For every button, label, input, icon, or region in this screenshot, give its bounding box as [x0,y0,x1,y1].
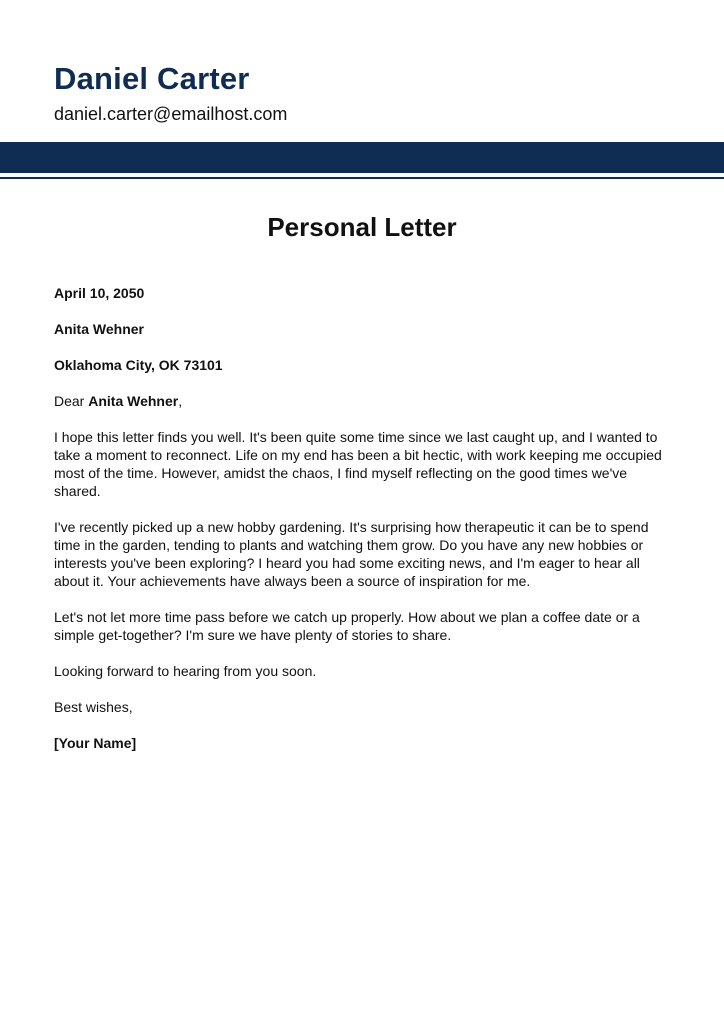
closing: Best wishes, [54,699,133,715]
letterhead [54,60,287,126]
salutation-prefix: Dear [54,393,89,409]
body-paragraph-3: Let's not let more time pass before we catch up properly. How about we plan a coffee date or a simple get-together? I'm sure we have plenty of stories to share. [54,609,640,643]
body-paragraph-4: Looking forward to hearing from you soon. [54,663,317,679]
header-rule [0,177,724,179]
recipient-name: Anita Wehner [54,321,144,337]
letter-body [54,284,674,770]
body-paragraph-2: I've recently picked up a new hobby gardening. It's surprising how therapeutic it can be to spend time in the garden, tending to plants and watching them grow. Do you have any new hobbies or interests you've been exploring? I heard you had some exciting news, and I'm eager to hear all about it. Your achievements have always been a source of inspiration for me. [54,519,649,589]
recipient-address: Oklahoma City, OK 73101 [54,357,223,373]
salutation-suffix: , [178,393,183,409]
body-paragraph-1: I hope this letter finds you well. It's been quite some time since we last caught up, and I wanted to take a moment to reconnect. Life on my end has been a bit hectic, with work keeping me occupied most of the time. However, amidst the chaos, I find myself reflecting on the good times we've shared. [54,429,662,499]
salutation-name: Anita Wehner [88,393,179,409]
letter-date: April 10, 2050 [54,285,145,301]
salutation [54,392,674,410]
header-band [0,142,724,173]
sender-name: Daniel Carter [54,61,250,96]
document-title: Personal Letter [267,212,457,242]
signature: [Your Name] [54,735,137,751]
sender-email: daniel.carter@emailhost.com [54,104,288,124]
